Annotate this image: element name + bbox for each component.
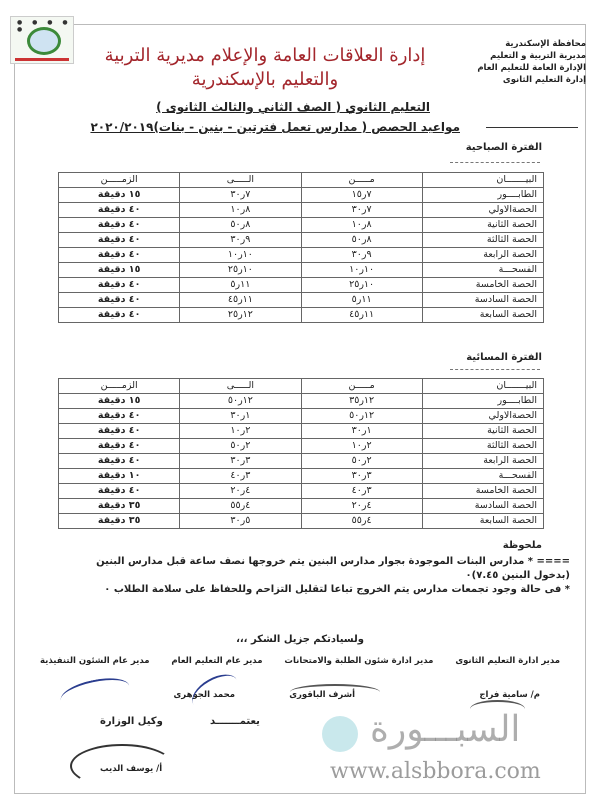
table-cell: ١٢ر٥٠ — [180, 394, 301, 409]
table-cell: ٣٥ دقيقة — [59, 514, 180, 529]
table-cell: ٨ر٥٠ — [301, 233, 422, 248]
table-cell: ٤٠ دقيقة — [59, 308, 180, 323]
table-cell: ٤٠ دقيقة — [59, 233, 180, 248]
table-cell: الحصة السادسة — [422, 499, 543, 514]
table-cell: ١٥ دقيقة — [59, 263, 180, 278]
table-cell: ٤٠ دقيقة — [59, 454, 180, 469]
table-row — [59, 218, 544, 233]
subtitle-schedule: مواعيد الحصص ( مدارس تعمل فترتين - بنين - بنات)٢٠٢٠/٢٠١٩ — [90, 120, 460, 134]
table-row — [59, 278, 544, 293]
table-cell: الطابــــور — [422, 188, 543, 203]
table-cell: الفسحـــة — [422, 469, 543, 484]
table-cell: ٤٠ دقيقة — [59, 409, 180, 424]
subtitle-stage: التعليم الثانوي ( الصف الثاني والثالث الثانوى ) — [156, 100, 430, 114]
table-cell: ١٠ر١٠ — [301, 263, 422, 278]
red-title: إدارة العلاقات العامة والإعلام مديرية التربية والتعليم بالإسكندرية — [104, 45, 426, 90]
table-row — [59, 394, 544, 409]
signatory-name: محمد الجوهرى — [173, 690, 235, 700]
table-cell: ١٠ دقيقة — [59, 469, 180, 484]
divider — [486, 127, 578, 128]
table-row — [59, 514, 544, 529]
table-cell: ٤٠ دقيقة — [59, 293, 180, 308]
table-cell: ٣ر٤٠ — [301, 484, 422, 499]
wreath-emblem-icon — [27, 27, 61, 55]
column-header: الزمـــــن — [59, 173, 180, 188]
table-cell: ١١ر٤٥ — [301, 308, 422, 323]
deputy-name: أ/ يوسف الديب — [100, 764, 163, 774]
morning-label: الفترة الصباحية — [465, 142, 542, 153]
table-cell: ٧ر٣٠ — [180, 188, 301, 203]
notes-heading: ملحوظة — [502, 540, 542, 551]
table-cell: ٢ر٥٠ — [301, 454, 422, 469]
table-row — [59, 484, 544, 499]
logo-dots-icon: ● ● ● ● ● — [17, 19, 72, 33]
table-row — [59, 499, 544, 514]
table-row — [59, 248, 544, 263]
table-cell: ٧ر٣٠ — [301, 203, 422, 218]
gov-line: الإدارة العامة للتعليم العام — [477, 63, 586, 73]
table-cell: ١٢ر٥٠ — [301, 409, 422, 424]
table-cell: ٤٠ دقيقة — [59, 278, 180, 293]
table-row — [59, 188, 544, 203]
table-row — [59, 308, 544, 323]
table-cell: ١٠ر٢٥ — [301, 278, 422, 293]
evening-schedule-table — [58, 378, 544, 529]
table-cell: ٢ر١٠ — [301, 439, 422, 454]
table-cell: ١١ر٥ — [180, 278, 301, 293]
gov-line: محافظة الإسكندرية — [505, 39, 586, 49]
table-cell: ٣ر٣٠ — [180, 454, 301, 469]
table-cell: الحصة السابعة — [422, 514, 543, 529]
table-cell: ٨ر١٠ — [180, 203, 301, 218]
table-cell: ٤ر٥٥ — [180, 499, 301, 514]
column-header: الـــــى — [180, 173, 301, 188]
watermark-logo-icon — [322, 716, 358, 752]
watermark-url: www.alsbbora.com — [330, 759, 541, 784]
table-row — [59, 454, 544, 469]
note-line: (بدخول البنين ٧.٤٥)٠ — [465, 570, 570, 581]
signatory-titles — [40, 656, 560, 666]
government-header — [456, 38, 586, 86]
table-cell: الحصة الرابعة — [422, 248, 543, 263]
table-cell: الحصة السابعة — [422, 308, 543, 323]
table-cell: ٤٠ دقيقة — [59, 218, 180, 233]
table-cell: ١ر٣٠ — [180, 409, 301, 424]
table-cell: ٤٠ دقيقة — [59, 248, 180, 263]
table-cell: الحصة الرابعة — [422, 454, 543, 469]
table-cell: ١٢ر٣٥ — [301, 394, 422, 409]
table-cell: ٤٠ دقيقة — [59, 203, 180, 218]
table-row — [59, 233, 544, 248]
note-line: * فى حالة وجود تجمعات مدارس يتم الخروج تباعا لتقليل التزاحم وللحفاظ على سلامة الطلاب ٠ — [104, 584, 570, 595]
table-cell: ٤٠ دقيقة — [59, 484, 180, 499]
signatory-title: مدير عام التعليم العام — [171, 656, 263, 666]
table-cell: ١٢ر٢٥ — [180, 308, 301, 323]
table-cell: ١٠ر٢٥ — [180, 263, 301, 278]
table-cell: ٤ر٢٠ — [301, 499, 422, 514]
note-line: ==== * مدارس البنات الموجودة بجوار مدارس البنين يتم خروجها نصف ساعة قبل مدارس البنين — [96, 556, 570, 567]
table-row — [59, 263, 544, 278]
table-row — [59, 469, 544, 484]
signatory-title: مدير ادارة شئون الطلبة والامتحانات — [284, 656, 434, 666]
table-cell: ٣٥ دقيقة — [59, 499, 180, 514]
table-cell: الحصة الخامسة — [422, 278, 543, 293]
table-header-row — [59, 379, 544, 394]
column-header: مـــــن — [301, 379, 422, 394]
table-header-row — [59, 173, 544, 188]
table-cell: الحصة السادسة — [422, 293, 543, 308]
column-header: مـــــن — [301, 173, 422, 188]
table-cell: ٨ر٥٠ — [180, 218, 301, 233]
table-row — [59, 293, 544, 308]
table-cell: الحصة الثالثة — [422, 233, 543, 248]
table-cell: ١١ر٤٥ — [180, 293, 301, 308]
table-cell: ٣ر٤٠ — [180, 469, 301, 484]
divider — [450, 369, 540, 370]
gov-line: إدارة التعليم الثانوى — [502, 75, 586, 85]
table-row — [59, 409, 544, 424]
table-cell: ٤ر٢٠ — [180, 484, 301, 499]
column-header: الـــــى — [180, 379, 301, 394]
table-cell: الحصة الثانية — [422, 218, 543, 233]
table-cell: ٧ر١٥ — [301, 188, 422, 203]
directorate-logo — [10, 16, 74, 64]
table-cell: الفسحـــة — [422, 263, 543, 278]
morning-schedule-table — [58, 172, 544, 323]
signatory-name: م/ سامية فراج — [479, 690, 540, 700]
table-cell: ١٥ دقيقة — [59, 394, 180, 409]
column-header: الزمـــــن — [59, 379, 180, 394]
divider — [450, 162, 540, 163]
table-cell: ٤ر٥٥ — [301, 514, 422, 529]
signatory-name: أشرف الباقورى — [289, 690, 355, 700]
signatory-title: مدير عام الشئون التنفيذية — [40, 656, 150, 666]
signatory-title: مدير ادارة التعليم الثانوى — [455, 656, 560, 666]
evening-label: الفترة المسائية — [466, 352, 542, 363]
table-cell: الحصة الثالثة — [422, 439, 543, 454]
table-cell: ٢ر٥٠ — [180, 439, 301, 454]
logo-caption-band — [15, 58, 69, 61]
table-cell: ٤٠ دقيقة — [59, 439, 180, 454]
closing-thanks: ولسيادتكم جزيل الشكر ،،، — [236, 634, 364, 645]
table-cell: ٣ر٣٠ — [301, 469, 422, 484]
table-cell: ٩ر٣٠ — [301, 248, 422, 263]
table-cell: الحصةالاولي — [422, 409, 543, 424]
gov-line: مديرية التربية و التعليم — [490, 51, 586, 61]
table-cell: ٤٠ دقيقة — [59, 424, 180, 439]
table-cell: ١ر٣٠ — [301, 424, 422, 439]
table-cell: الحصة الثانية — [422, 424, 543, 439]
table-cell: الطابــــور — [422, 394, 543, 409]
table-cell: ٢ر١٠ — [180, 424, 301, 439]
table-cell: ١١ر٥ — [301, 293, 422, 308]
table-cell: الحصة الخامسة — [422, 484, 543, 499]
signature — [290, 684, 380, 700]
watermark-text: السبـــورة — [370, 709, 521, 750]
notes-body — [30, 555, 570, 597]
column-header: البيـــــــان — [422, 173, 543, 188]
table-cell: الحصةالاولي — [422, 203, 543, 218]
table-row — [59, 424, 544, 439]
deputy-title: وكيل الوزارة — [100, 716, 163, 727]
table-cell: ١٠ر١٠ — [180, 248, 301, 263]
table-cell: ١٥ دقيقة — [59, 188, 180, 203]
table-cell: ٩ر٣٠ — [180, 233, 301, 248]
table-cell: ٥ر٣٠ — [180, 514, 301, 529]
approve-label: يعتمـــــــد — [210, 716, 260, 727]
table-row — [59, 203, 544, 218]
column-header: البيـــــــان — [422, 379, 543, 394]
table-cell: ٨ر١٠ — [301, 218, 422, 233]
table-row — [59, 439, 544, 454]
